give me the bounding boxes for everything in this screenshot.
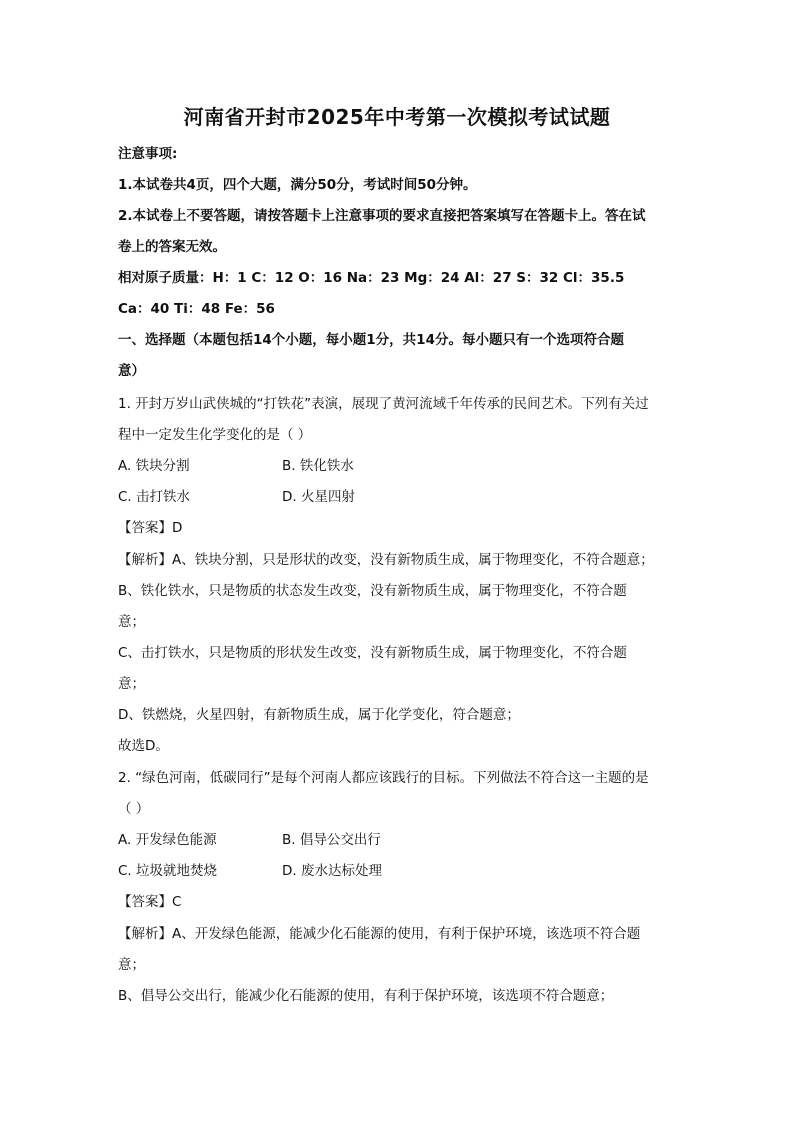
q2-stem-line-1: 2. “绿色河南，低碳同行”是每个河南人都应该践行的目标。下列做法不符合这一主题的是: [118, 770, 649, 786]
q1-answer: 【答案】D: [118, 520, 183, 536]
q1-option-a: A. 铁块分割: [118, 458, 190, 474]
q2-option-c: C. 垃圾就地焚烧: [118, 863, 218, 879]
q1-analysis-line-3: 意；: [118, 614, 145, 630]
q1-analysis-line-2: B、铁化铁水，只是物质的状态发生改变，没有新物质生成，属于物理变化，不符合题: [118, 583, 627, 599]
q1-analysis-line-5: 意；: [118, 676, 145, 692]
q2-option-d: D. 废水达标处理: [282, 863, 382, 879]
q2-analysis-line-1: 【解析】A、开发绿色能源，能减少化石能源的使用，有利于保护环境，该选项不符合题: [118, 926, 641, 942]
notice-item-2-line-2: 卷上的答案无效。: [118, 239, 226, 255]
page-title: 河南省开封市2025年中考第一次模拟考试试题: [183, 105, 611, 129]
notice-item-2-line-1: 2.本试卷上不要答题，请按答题卡上注意事项的要求直接把答案填写在答题卡上。答在试: [118, 208, 646, 224]
q1-option-b: B. 铁化铁水: [282, 458, 354, 474]
q1-analysis-line-7: 故选D。: [118, 738, 169, 754]
q1-stem-line-2: 程中一定发生化学变化的是（ ）: [118, 427, 312, 443]
notice-item-1: 1.本试卷共4页，四个大题，满分50分，考试时间50分钟。: [118, 177, 477, 193]
q1-analysis-line-6: D、铁燃烧，火星四射，有新物质生成，属于化学变化，符合题意；: [118, 707, 520, 723]
q2-stem-line-2: （ ）: [118, 801, 150, 817]
q1-analysis-line-1: 【解析】A、铁块分割，只是形状的改变，没有新物质生成，属于物理变化，不符合题意；: [118, 552, 654, 568]
q1-option-d: D. 火星四射: [282, 489, 355, 505]
q2-analysis-line-3: B、倡导公交出行，能减少化石能源的使用，有利于保护环境，该选项不符合题意；: [118, 988, 614, 1004]
q2-option-a: A. 开发绿色能源: [118, 832, 217, 848]
q1-option-c: C. 击打铁水: [118, 489, 191, 505]
section-heading-line-2: 意）: [118, 363, 145, 379]
q1-stem-line-1: 1. 开封万岁山武侠城的“打铁花”表演，展现了黄河流域千年传承的民间艺术。下列有关过: [118, 396, 649, 412]
atomic-mass-line-2: Ca：40 Ti：48 Fe：56: [118, 301, 275, 317]
q2-answer: 【答案】C: [118, 894, 182, 910]
q2-analysis-line-2: 意；: [118, 957, 145, 973]
section-heading-line-1: 一、选择题（本题包括14个小题，每小题1分，共14分。每小题只有一个选项符合题: [118, 332, 624, 348]
notice-heading: 注意事项:: [118, 146, 178, 162]
q2-option-b: B. 倡导公交出行: [282, 832, 381, 848]
atomic-mass-line-1: 相对原子质量：H：1 C：12 O：16 Na：23 Mg：24 Al：27 S：32 Cl：35.5: [118, 270, 625, 286]
q1-analysis-line-4: C、击打铁水，只是物质的形状发生改变，没有新物质生成，属于物理变化，不符合题: [118, 645, 627, 661]
